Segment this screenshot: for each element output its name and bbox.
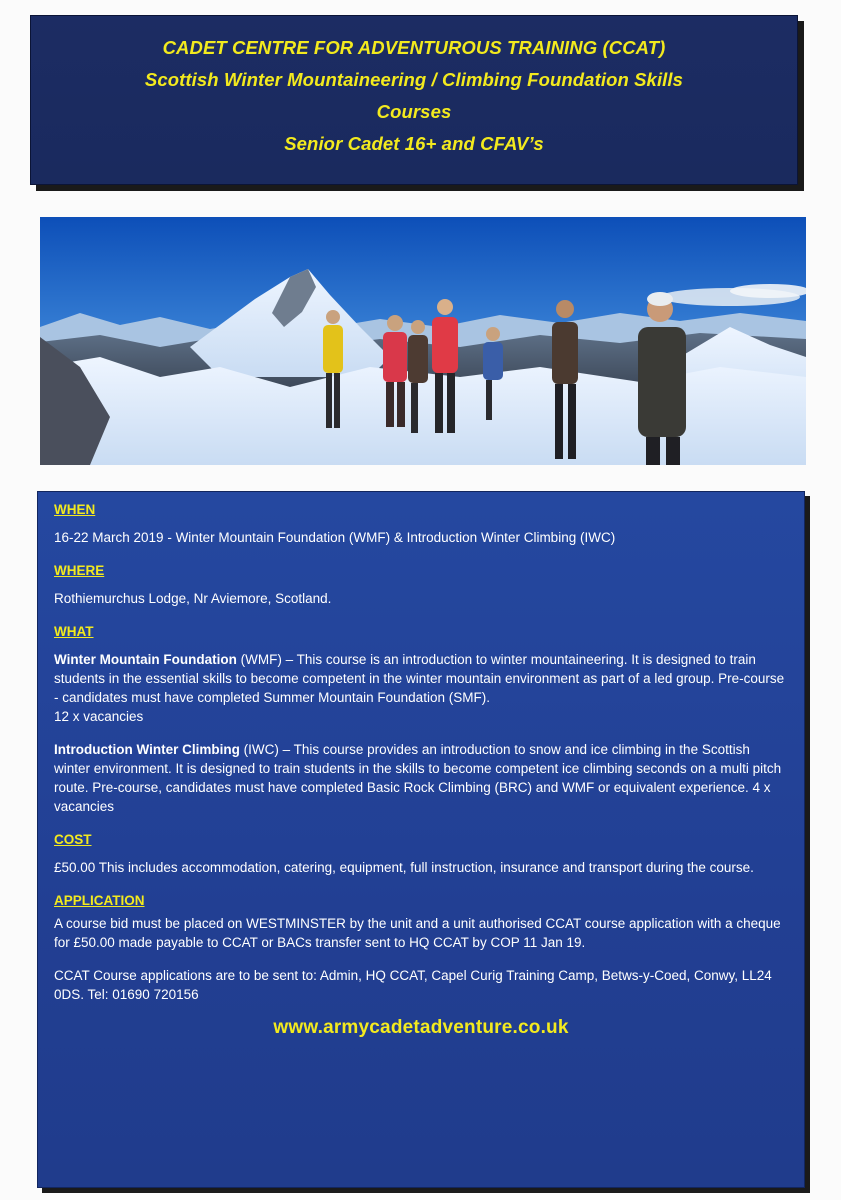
iwc-text: (IWC) – This course provides an introduction to snow and ice climbing in the Scottish winter environment. It is designed to train students in the skills to become competent ice climbing seconds on a multi pitch route. Pre-course, candidates must have completed Basic Rock Climbing (BRC) and WMF or equivalent experience. 4 x vacancies — [54, 742, 782, 814]
application-address: CCAT Course applications are to be sent to: Admin, HQ CCAT, Capel Curig Training Camp, Betws-y-Coed, Conwy, LL24 0DS. Tel: 01690 720156 — [54, 968, 772, 1002]
wmf-description — [54, 650, 788, 707]
header-audience: Senior Cadet 16+ and CFAV’s — [284, 133, 544, 154]
what-heading: WHAT — [54, 624, 94, 639]
where-heading: WHERE — [54, 563, 105, 578]
header-subtitle-courses: Courses — [376, 101, 452, 122]
header-banner — [30, 15, 798, 185]
course-info-panel — [37, 491, 805, 1188]
when-heading: WHEN — [54, 502, 96, 517]
website-link[interactable]: www.armycadetadventure.co.uk — [273, 1017, 569, 1038]
application-heading: APPLICATION — [54, 893, 145, 908]
mountain-panorama-image — [40, 217, 806, 465]
application-text: A course bid must be placed on WESTMINSTER by the unit and a unit authorised CCAT course application with a cheque for £50.00 made payable to CCAT or BACs transfer sent to HQ CCAT by COP 11 Jan 19. — [54, 916, 781, 950]
header-subtitle: Scottish Winter Mountaineering / Climbing Foundation Skills — [144, 69, 684, 90]
header-title: CADET CENTRE FOR ADVENTUROUS TRAINING (CCAT) — [162, 37, 666, 58]
wmf-text: (WMF) – This course is an introduction to winter mountaineering. It is designed to train students in the essential skills to become competent in the winter mountain environment as part of a led group. Pre-course - candidates must have completed Summer Mountain Foundation (SMF). — [54, 652, 785, 705]
iwc-description — [54, 740, 788, 816]
iwc-title: Introduction Winter Climbing — [54, 742, 240, 757]
where-text: Rothiemurchus Lodge, Nr Aviemore, Scotland. — [54, 591, 332, 606]
wmf-title: Winter Mountain Foundation — [54, 652, 237, 667]
cost-text: £50.00 This includes accommodation, catering, equipment, full instruction, insurance and transport during the course. — [54, 860, 754, 875]
cost-heading: COST — [54, 832, 92, 847]
when-text: 16-22 March 2019 - Winter Mountain Foundation (WMF) & Introduction Winter Climbing (IWC) — [54, 530, 616, 545]
wmf-vacancies: 12 x vacancies — [54, 709, 144, 724]
